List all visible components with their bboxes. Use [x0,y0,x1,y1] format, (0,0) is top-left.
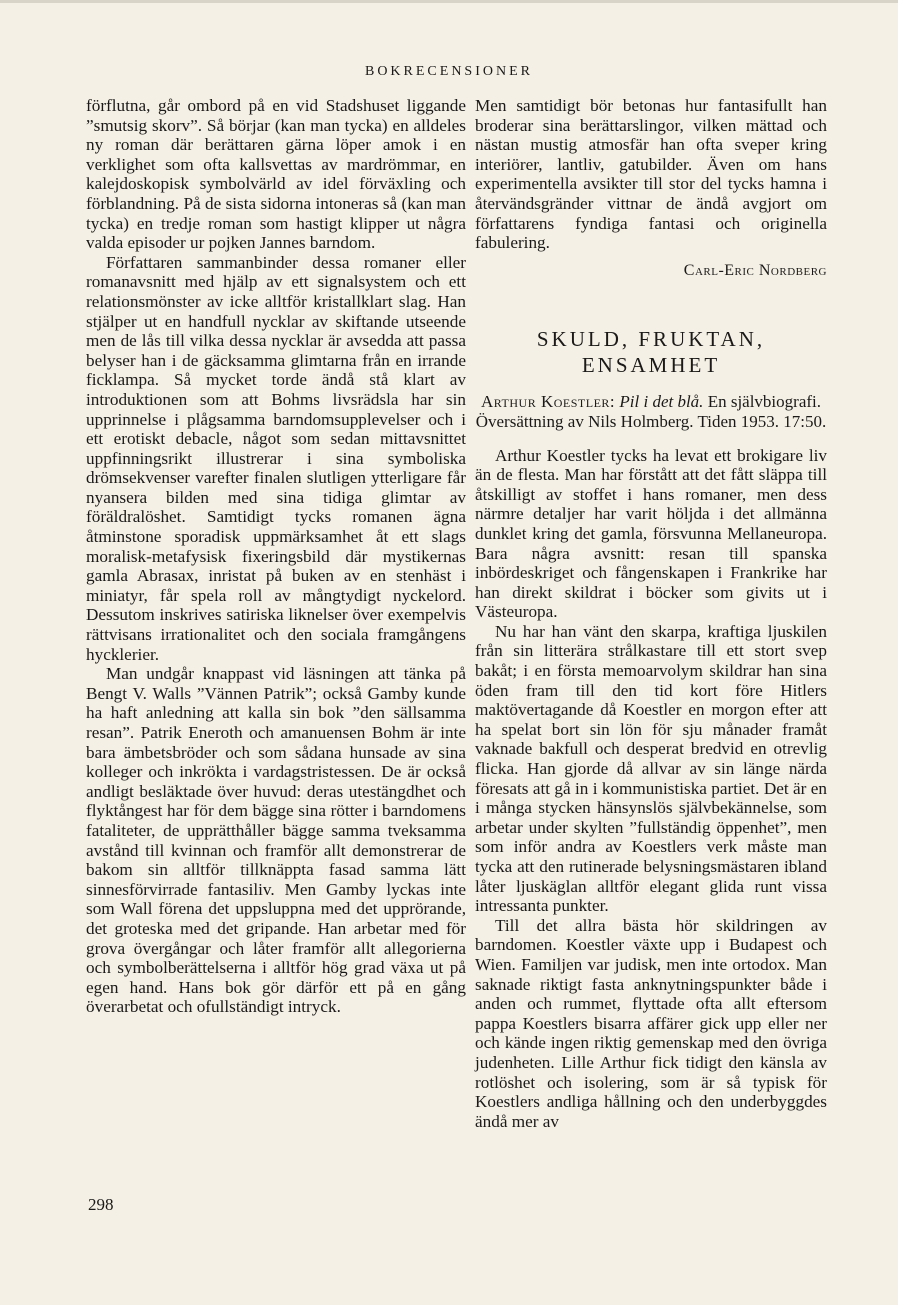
running-head: BOKRECENSIONER [364,64,533,79]
review-signature: Carl-Eric Nordberg [683,261,827,279]
article-title [475,326,827,378]
left-paragraph-1: förflutna, går ombord på en vid Stadshuset liggande ”smutsig skorv”. Så börjar (kan man tycka) en alldeles ny roman där berättaren gärna löper amok i en verklighet som ofta kallsvettas av mardrömmar, en kalejdoskopisk symbolvärld av idel förväxling och förblandning. På de sista sidorna intoneras så (kan man tycka) en tredje roman som hastigt klipper ut några valda episoder ur pojken Jannes barndom. [86,96,466,253]
article-title-line-2: ENSAMHET [581,353,721,378]
article-paragraph-1: Arthur Koestler tycks ha levat ett brokigare liv än de flesta. Man har förstått att det fått släppa till åtskilligt av stoffet i hans romaner, men dess närmre detaljer har varit höljda i det allmänna dunklet kring det gamla, försvunna Mellaneuropa. Bara några avsnitt: resan till spanska inbördeskriget och fångenskapen i Frankrike har han direkt skildrat i böcker som givits ut i Västeuropa. [475,445,827,622]
bib-author: Arthur Koestler: [481,392,616,412]
article-paragraph-2: Nu har han vänt den skarpa, kraftiga ljuskilen från sin litterära strålkastare till ett stort svep bakåt; i en första memoarvolym skildrar han sina öden fram till den tid kort före Hitlers maktövertagande då Koestler en morgon efter att ha spelat bort sin lön för sju månader framåt vaknade bakfull och desperat bredvid en otrevlig flicka. Han gjorde då allvar av sin länge närda föresats att gå in i kommunistiska partiet. Det är en i många stycken hänsynslös självbekännelse, som arbetar under skylten ”fullständig öppenhet”, men som inför andra av Koestlers verk måste man tycka att den rutinerade belysningsmästaren ibland låter ljuskäglan alltför elegant glida runt vissa intressanta punkter. [475,621,827,916]
left-paragraph-3: Man undgår knappast vid läsningen att tänka på Bengt V. Walls ”Vännen Patrik”; också Gamby kunde ha haft anledning att kalla sin bok ”den sällsamma resan”. Patrik Eneroth och amanuensen Bohm är inte bara ämbetsbröder och som sådana hunsade av sina kolleger och inkrökta i vardagstristessen. De är också andligt besläktade över huvud: deras utestängdhet och flyktångest har för dem bägge sina rötter i barndomens fataliteter, de upprätthåller bägge samma tveksamma avstånd till kvinnan och framför allt demonstrerar de bakom sin alltför tillknäppta fasad samma lätt sinnesförvirrade fantasiliv. Men Gamby lyckas inte som Wall förena det uppsluppna med det upprörande, det groteska med det gripande. Han arbetar med för grova övergångar och låter framför allt allegorierna och symbolberättelserna i alltför hög grad växa ut på egen hand. Hans bok gör därför ett på en gång överarbetat och ofullständigt intryck. [86,664,466,1017]
article-title-line-1: SKULD, FRUKTAN, [536,327,766,352]
bib-work-title: Pil i det blå. [619,392,704,412]
right-paragraph-1: Men samtidigt bör betonas hur fantasifullt han broderar sina berättarslingor, vilken mättad och nästan mustig atmosfär han ofta sveper kring interiörer, lantliv, gatubilder. Även om hans experimentella avsikter till stor del tycks hamna i återvändsgränder vittnar de ändå avgjort om författarens fyndiga fantasi och originella fabulering. [475,96,827,253]
article-body [475,446,827,1132]
bibliographic-entry [475,392,827,431]
left-column [86,96,466,1017]
left-paragraph-2: Författaren sammanbinder dessa romaner eller romanavsnitt med hjälp av ett signalsystem och ett relationsmönster av icke alltför kristallklart slag. Han stjälper ut en handfull nycklar av skiftande utseende men de lås till vilka dessa nycklar är avsedda att passa belyser han i de gäcksamma glimtarna från en irrande ficklampa. Så mycket torde ändå stå klart av introduktionen som att Bohms livsrädsla har sin upprinnelse i plågsamma barndomsupplevelser och i ett erotiskt debacle, något som sedan mittavsnittet uppfinningsrikt illustrerar i sina symboliska drömsekvenser varefter finalen slutligen ytterligare får nyansera bilden med sina tidiga glimtar av föräldralöshet. Samtidigt tycks romanen ägna åtminstone sporadisk uppmärksamhet åt ett slags moralisk-metafysisk fixeringsbild där mystikernas gamla Abrasax, inristat på buken av en stenhäst i miniatyr, får spela roll av mångtydigt nyckelord. Dessutom inskrives satiriska liknelser över exempelvis rättvisans irrationalitet och den sociala framgångens hycklerier. [86,252,466,664]
top-border-line [0,0,898,3]
article-paragraph-3: Till det allra bästa hör skildringen av barndomen. Koestler växte upp i Budapest och Wien. Familjen var judisk, men inte ortodox. Man saknade riktigt fasta anknytningspunkter både i anden och rummet, flyttade ofta allt eftersom pappa Koestlers bisarra affärer gick upp eller ner och kände ingen riktig gemenskap med den övriga judenheten. Lille Arthur fick tidigt den känsla av rotlöshet och isolering, som är så typisk för Koestlers andliga hållning och den underbyggdes ändå mer av [475,915,827,1131]
right-column [475,96,827,1131]
bib-details: En självbiografi. Översättning av Nils Holmberg. Tiden 1953. 17:50. [475,392,827,431]
page-number: 298 [88,1195,114,1214]
